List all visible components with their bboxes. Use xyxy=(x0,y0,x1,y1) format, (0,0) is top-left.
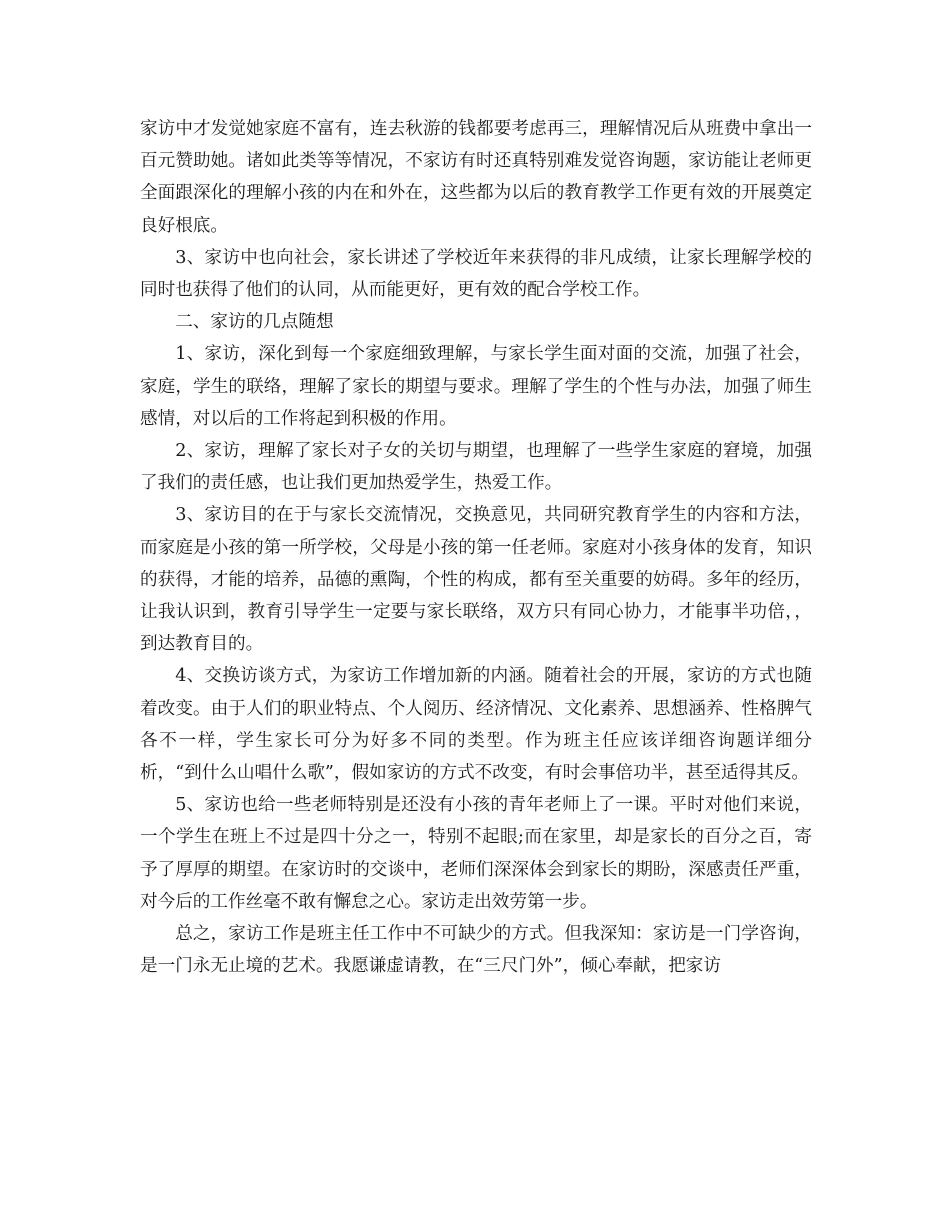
document-body xyxy=(140,113,812,982)
paragraph-conclusion: 总之，家访工作是班主任工作中不可缺少的方式。但我深知：家访是一门学咨询，是一门永无止境的艺术。我愿谦虚请教，在“三尺门外”，倾心奉献，把家访 xyxy=(140,924,812,977)
paragraph-reflection-5: 5、家访也给一些老师特别是还没有小孩的青年老师上了一课。平时对他们来说，一个学生在班上不过是四十分之一，特别不起眼;而在家里，却是家长的百分之百，寄予了厚厚的期望。在家访时的交谈中，老师们深深体会到家长的期盼，深感责任严重，对今后的工作丝毫不敢有懈怠之心。家访走出效劳第一步。 xyxy=(140,795,812,912)
paragraph-reflection-4: 4、交换访谈方式，为家访工作增加新的内涵。随着社会的开展，家访的方式也随着改变。由于人们的职业特点、个人阅历、经济情况、文化素养、思想涵养、性格脾气各不一样，学生家长可分为好多不同的类型。作为班主任应该详细咨询题详细分析，“到什么山唱什么歌”，假如家访的方式不改变，有时会事倍功半，甚至适得其反。 xyxy=(140,666,812,784)
section-heading-reflections: 二、家访的几点随想 xyxy=(175,312,334,333)
paragraph-reflection-3: 3、家访目的在于与家长交流情况，交换意见，共同研究教育学生的内容和方法，而家庭是小孩的第一所学校，父母是小孩的第一任老师。家庭对小孩身体的发育，知识的获得，才能的培养，品德的熏陶，个性的构成，都有至关重要的妨碍。多年的经历，让我认识到，教育引导学生一定要与家长联络，双方只有同心协力，才能事半功倍，，到达教育目的。 xyxy=(140,505,812,655)
paragraph-reflection-2: 2、家访，理解了家长对子女的关切与期望，也理解了一些学生家庭的窘境，加强了我们的责任感，也让我们更加热爱学生，热爱工作。 xyxy=(140,441,812,494)
paragraph-continued: 家访中才发觉她家庭不富有，连去秋游的钱都要考虑再三，理解情况后从班费中拿出一百元赞助她。诸如此类等等情况，不家访有时还真特别难发觉咨询题，家访能让老师更全面跟深化的理解小孩的内在和外在，这些都为以后的教育教学工作更有效的开展奠定良好根底。 xyxy=(140,119,812,236)
paragraph-reflection-1: 1、家访，深化到每一个家庭细致理解，与家长学生面对面的交流，加强了社会，家庭，学生的联络，理解了家长的期望与要求。理解了学生的个性与办法，加强了师生感情，对以后的工作将起到积极的作用。 xyxy=(140,344,812,429)
paragraph-item-3-society: 3、家访中也向社会，家长讲述了学校近年来获得的非凡成绩，让家长理解学校的同时也获得了他们的认同，从而能更好，更有效的配合学校工作。 xyxy=(140,247,812,301)
